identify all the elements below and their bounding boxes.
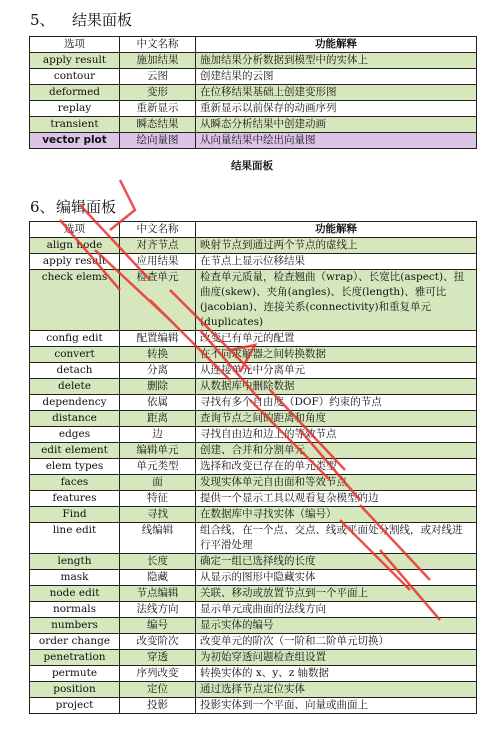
chinese-name-cell: 定位: [120, 682, 196, 698]
function-cell: 通过选择节点定位实体: [196, 682, 477, 698]
section-6-title: 编辑面板: [56, 198, 117, 216]
chinese-name-cell: 隐藏: [120, 570, 196, 586]
function-cell: 投影实体到一个平面、向量或曲面上: [196, 698, 477, 714]
option-cell: features: [30, 491, 120, 507]
table-row: [30, 586, 477, 602]
table-row: [30, 698, 477, 714]
results-panel-table: [29, 36, 477, 149]
function-cell: 从数据库中删除数据: [196, 379, 477, 395]
chinese-name-cell: 配置编辑: [120, 331, 196, 347]
option-cell: config edit: [30, 331, 120, 347]
option-cell: replay: [30, 101, 120, 117]
option-cell: convert: [30, 347, 120, 363]
section-5-title: 结果面板: [72, 11, 133, 29]
table-row: [30, 507, 477, 523]
chinese-name-cell: 施加结果: [120, 53, 196, 69]
chinese-name-cell: 编辑单元: [120, 443, 196, 459]
function-cell: 组合线，在一个点、交点、线或平面处分割线，或对线进行平滑处理: [196, 523, 477, 554]
chinese-name-cell: 分离: [120, 363, 196, 379]
chinese-name-cell: 穿透: [120, 650, 196, 666]
option-cell: deformed: [30, 85, 120, 101]
chinese-name-cell: 检查单元: [120, 270, 196, 331]
table-row: [30, 347, 477, 363]
chinese-name-cell: 边: [120, 427, 196, 443]
chinese-name-cell: 瞬态结果: [120, 117, 196, 133]
table-header-row: [30, 222, 477, 238]
option-cell: check elems: [30, 270, 120, 331]
chinese-name-cell: 法线方向: [120, 602, 196, 618]
table-row: [30, 602, 477, 618]
function-cell: 转换实体的 x、y、z 轴数据: [196, 666, 477, 682]
edit-panel-table: [29, 221, 477, 714]
header-function: 功能解释: [196, 37, 477, 53]
chinese-name-cell: 删除: [120, 379, 196, 395]
table-caption: 结果面板: [231, 160, 273, 172]
function-cell: 改变已有单元的配置: [196, 331, 477, 347]
chinese-name-cell: 应用结果: [120, 254, 196, 270]
option-cell: apply result: [30, 53, 120, 69]
option-cell: normals: [30, 602, 120, 618]
option-cell: position: [30, 682, 120, 698]
chinese-name-cell: 编号: [120, 618, 196, 634]
table-row: [30, 475, 477, 491]
option-cell: length: [30, 554, 120, 570]
table-row: [30, 443, 477, 459]
option-cell: penetration: [30, 650, 120, 666]
function-cell: 创建结果的云图: [196, 69, 477, 85]
chinese-name-cell: 云图: [120, 69, 196, 85]
chinese-name-cell: 长度: [120, 554, 196, 570]
function-cell: 改变单元的阶次（一阶和二阶单元切换）: [196, 634, 477, 650]
header-function: 功能解释: [196, 222, 477, 238]
chinese-name-cell: 面: [120, 475, 196, 491]
section-5-number: 5、: [30, 11, 55, 29]
table-row: [30, 254, 477, 270]
results-panel-body: [30, 53, 477, 149]
table-row: [30, 459, 477, 475]
function-cell: 检查单元质量，检查翘曲（wrap）、长宽比(aspect)、扭曲度(skew)、夹角(angles)、长度(length)、雅可比(jacobian)、连接关系(connectivity)和重复单元(duplicates): [196, 270, 477, 331]
chinese-name-cell: 特征: [120, 491, 196, 507]
chinese-name-cell: 重新显示: [120, 101, 196, 117]
function-cell: 在不同求解器之间转换数据: [196, 347, 477, 363]
header-chinese-name: 中文名称: [120, 222, 196, 238]
table-row: [30, 395, 477, 411]
chinese-name-cell: 绘向量图: [120, 133, 196, 149]
option-cell: edges: [30, 427, 120, 443]
table-row: [30, 411, 477, 427]
section-6-heading: [30, 196, 116, 217]
table-row: [30, 270, 477, 331]
header-chinese-name: 中文名称: [120, 37, 196, 53]
table-row: [30, 331, 477, 347]
option-cell: dependency: [30, 395, 120, 411]
option-cell: vector plot: [30, 133, 120, 149]
table-row: [30, 682, 477, 698]
function-cell: 在位移结果基础上创建变形图: [196, 85, 477, 101]
function-cell: 确定一组已选择线的长度: [196, 554, 477, 570]
chinese-name-cell: 变形: [120, 85, 196, 101]
table-row: [30, 650, 477, 666]
chinese-name-cell: 单元类型: [120, 459, 196, 475]
chinese-name-cell: 寻找: [120, 507, 196, 523]
table-row: [30, 238, 477, 254]
option-cell: project: [30, 698, 120, 714]
option-cell: distance: [30, 411, 120, 427]
function-cell: 提供一个显示工具以观看复杂模型的边: [196, 491, 477, 507]
function-cell: 在节点上显示位移结果: [196, 254, 477, 270]
chinese-name-cell: 转换: [120, 347, 196, 363]
function-cell: 从瞬态分析结果中创建动画: [196, 117, 477, 133]
function-cell: 发现实体单元自由面和等效节点: [196, 475, 477, 491]
option-cell: line edit: [30, 523, 120, 554]
chinese-name-cell: 距离: [120, 411, 196, 427]
option-cell: delete: [30, 379, 120, 395]
function-cell: 映射节点到通过两个节点的虚线上: [196, 238, 477, 254]
chinese-name-cell: 改变阶次: [120, 634, 196, 650]
chinese-name-cell: 节点编辑: [120, 586, 196, 602]
section-6-number: 6、: [30, 198, 55, 216]
header-option: 选项: [30, 222, 120, 238]
option-cell: Find: [30, 507, 120, 523]
option-cell: numbers: [30, 618, 120, 634]
function-cell: 寻找有多个自由度（DOF）约束的节点: [196, 395, 477, 411]
table-row: [30, 634, 477, 650]
option-cell: align node: [30, 238, 120, 254]
function-cell: 显示单元或曲面的法线方向: [196, 602, 477, 618]
function-cell: 在数据库中寻找实体（编号）: [196, 507, 477, 523]
function-cell: 关联、移动或放置节点到一个平面上: [196, 586, 477, 602]
table-row: [30, 117, 477, 133]
chinese-name-cell: 线编辑: [120, 523, 196, 554]
table-row: [30, 554, 477, 570]
table-row: [30, 101, 477, 117]
header-option: 选项: [30, 37, 120, 53]
table-row: [30, 427, 477, 443]
option-cell: mask: [30, 570, 120, 586]
option-cell: order change: [30, 634, 120, 650]
option-cell: contour: [30, 69, 120, 85]
option-cell: elem types: [30, 459, 120, 475]
chinese-name-cell: 序列改变: [120, 666, 196, 682]
function-cell: 从显示的图形中隐藏实体: [196, 570, 477, 586]
chinese-name-cell: 依属: [120, 395, 196, 411]
table-row: [30, 363, 477, 379]
table-row: [30, 85, 477, 101]
function-cell: 查询节点之间的距离和角度: [196, 411, 477, 427]
table-header-row: [30, 37, 477, 53]
function-cell: 选择和改变已存在的单元类型: [196, 459, 477, 475]
function-cell: 从连接单元中分离单元: [196, 363, 477, 379]
table-row: [30, 53, 477, 69]
option-cell: node edit: [30, 586, 120, 602]
table-row: [30, 491, 477, 507]
chinese-name-cell: 投影: [120, 698, 196, 714]
option-cell: detach: [30, 363, 120, 379]
function-cell: 从向量结果中绘出向量图: [196, 133, 477, 149]
function-cell: 重新显示以前保存的动画序列: [196, 101, 477, 117]
option-cell: apply result: [30, 254, 120, 270]
option-cell: transient: [30, 117, 120, 133]
option-cell: edit element: [30, 443, 120, 459]
option-cell: permute: [30, 666, 120, 682]
table-row: [30, 618, 477, 634]
table-row: [30, 133, 477, 149]
table-row: [30, 523, 477, 554]
table-row: [30, 666, 477, 682]
function-cell: 创建、合并和分割单元: [196, 443, 477, 459]
table-row: [30, 570, 477, 586]
function-cell: 施加结果分析数据到模型中的实体上: [196, 53, 477, 69]
function-cell: 为初始穿透问题检查组设置: [196, 650, 477, 666]
option-cell: faces: [30, 475, 120, 491]
table-row: [30, 379, 477, 395]
section-5-heading: [30, 9, 132, 30]
chinese-name-cell: 对齐节点: [120, 238, 196, 254]
table-row: [30, 69, 477, 85]
function-cell: 寻找自由边和边上的等效节点: [196, 427, 477, 443]
function-cell: 显示实体的编号: [196, 618, 477, 634]
edit-panel-body: [30, 238, 477, 714]
